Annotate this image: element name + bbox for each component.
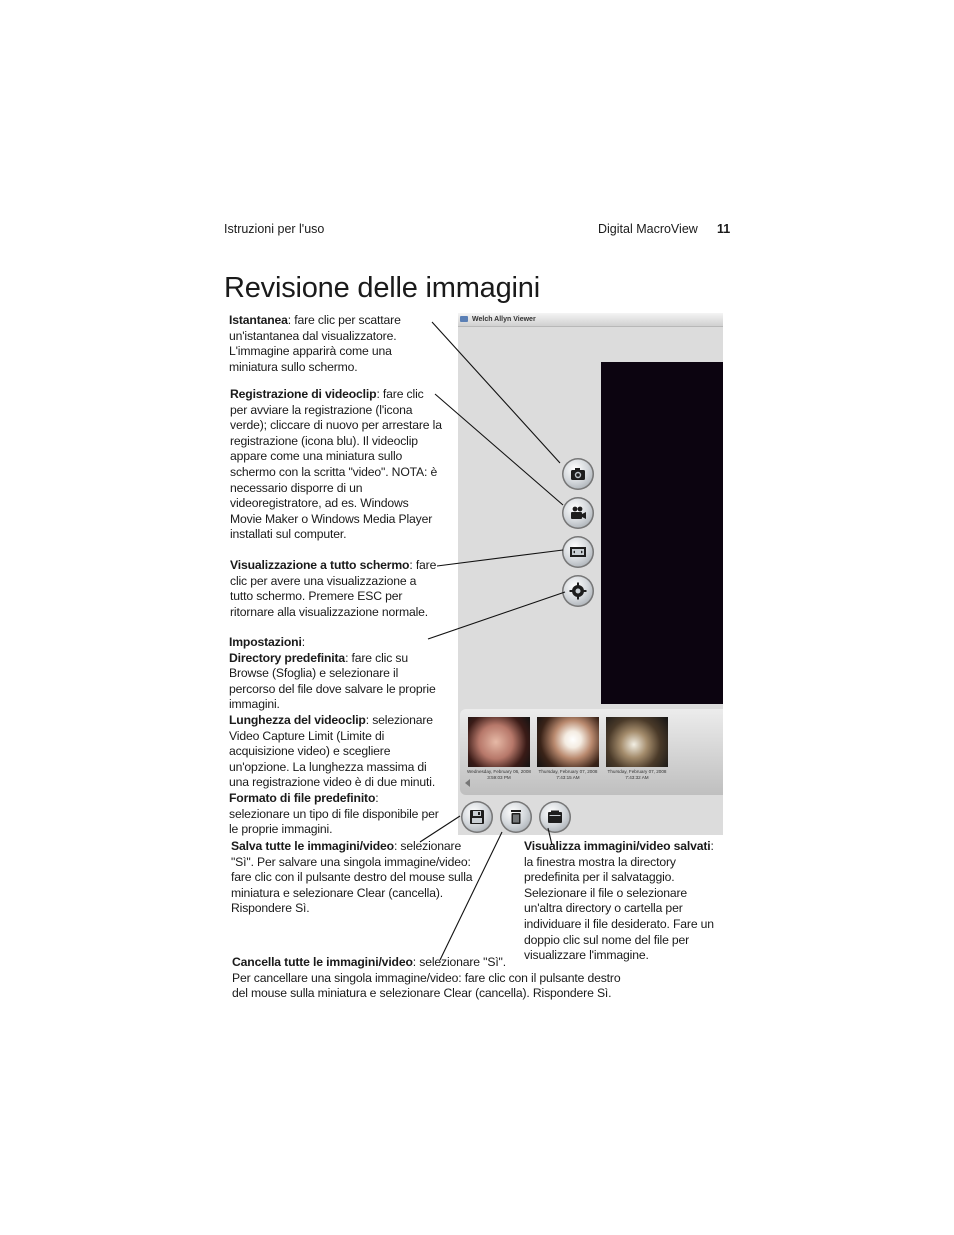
- view-saved-button[interactable]: [539, 801, 571, 833]
- thumbnail-2-date: Thursday, February 07, 2008: [538, 769, 598, 774]
- cancella-text: : selezionare "Sì".: [412, 955, 506, 969]
- visualizza-term: Visualizza immagini/video salvati: [524, 839, 711, 853]
- scroll-left-arrow-icon[interactable]: [465, 779, 470, 787]
- thumbnail-1-time: 3:59:03 PM: [487, 775, 511, 780]
- floppy-disk-icon: [467, 807, 487, 827]
- camera-icon: [568, 464, 588, 484]
- window-title-bar: [458, 313, 723, 327]
- impostazioni-note: [229, 635, 442, 838]
- registrazione-term: Registrazione di videoclip: [230, 387, 377, 401]
- cancella-term: Cancella tutte le immagini/video: [232, 955, 413, 969]
- directory-text: : fare clic su Browse (Sfoglia) e selezionare il percorso del file dove salvare le proprie immagini.: [229, 650, 436, 712]
- settings-button[interactable]: [562, 575, 594, 607]
- registrazione-text: : fare clic per avviare la registrazione (l'icona verde); cliccare di nuovo per arrestare la registrazione (icona blu). Il videoclip appare come una miniatura sullo schermo con la scritta "video". NOTA: è necessario disporre di un videoregistratore, ad es. Windows Movie Maker o Windows Media Player installati sul computer.: [230, 387, 442, 542]
- thumbnail-3-time: 7:43:32 AM: [625, 775, 649, 780]
- snapshot-button[interactable]: [562, 458, 594, 490]
- thumbnail-2-time: 7:43:15 AM: [556, 775, 580, 780]
- lunghezza-term: Lunghezza del videoclip: [229, 712, 366, 727]
- viewer-screenshot: [458, 313, 723, 835]
- directory-term: Directory predefinita: [229, 650, 346, 665]
- save-all-button[interactable]: [461, 801, 493, 833]
- thumbnail-1-caption: [463, 769, 535, 781]
- istantanea-text: : fare clic per scattare un'istantanea dal visualizzatore. L'immagine apparirà come una miniatura sullo schermo.: [229, 313, 401, 374]
- app-icon: [460, 316, 468, 322]
- tutto-schermo-text: : fare clic per avere una visualizzazione a tutto schermo. Premere ESC per ritornare alla visualizzazione normale.: [230, 558, 437, 619]
- lunghezza-text: : selezionare Video Capture Limit (Limite di acquisizione video) e scegliere un'opzione. La lunghezza massima di una registrazione video è di due minuti.: [229, 712, 436, 790]
- thumbnail-1[interactable]: [468, 717, 530, 767]
- video-camera-icon: [568, 503, 588, 523]
- gear-icon: [568, 581, 588, 601]
- visualizza-text: : la finestra mostra la directory predefinita per il salvataggio. Selezionare il file o selezionare un'altra directory o cartella per individuare il file desiderato. Fare un doppio clic sul nome del file per visualizzare l'immagine.: [524, 839, 714, 963]
- registrazione-note: [230, 387, 442, 543]
- impostazioni-term: Impostazioni: [229, 635, 302, 649]
- running-header-product: Digital MacroView: [598, 222, 698, 236]
- istantanea-note: [229, 313, 441, 375]
- visualizza-note: [524, 839, 724, 964]
- thumbnail-2-caption: [532, 769, 604, 781]
- thumbnail-1-date: Wednesday, February 06, 2008: [467, 769, 531, 774]
- fullscreen-button[interactable]: [562, 536, 594, 568]
- record-video-button[interactable]: [562, 497, 594, 529]
- delete-all-button[interactable]: [500, 801, 532, 833]
- video-display: [601, 362, 723, 704]
- thumbnail-3-caption: [601, 769, 673, 781]
- page-number: 11: [717, 222, 731, 236]
- tutto-schermo-note: [230, 558, 442, 620]
- cancella-line2: Per cancellare una singola immagine/video: fare clic con il pulsante destro del mouse sulla miniatura e selezionare Clear (cancella). Rispondere Sì.: [232, 970, 621, 1001]
- tutto-schermo-term: Visualizzazione a tutto schermo: [230, 558, 410, 572]
- salva-note: [231, 839, 487, 917]
- running-header-left: Istruzioni per l'uso: [224, 222, 325, 236]
- window-title: Welch Allyn Viewer: [472, 316, 536, 323]
- fullscreen-icon: [568, 542, 588, 562]
- istantanea-term: Istantanea: [229, 313, 288, 327]
- impostazioni-colon: :: [301, 635, 305, 649]
- formato-text: : selezionare un tipo di file disponibile per le proprie immagini.: [229, 790, 439, 837]
- salva-text: : selezionare "Sì". Per salvare una singola immagine/video: fare clic con il pulsante destro del mouse sulla miniatura e selezionare Clear (cancella). Rispondere Sì.: [231, 839, 473, 916]
- thumbnail-3-date: Thursday, February 07, 2008: [607, 769, 667, 774]
- thumbnail-2[interactable]: [537, 717, 599, 767]
- trash-icon: [506, 807, 526, 827]
- formato-term: Formato di file predefinito: [229, 790, 376, 805]
- thumbnail-strip: [460, 709, 723, 795]
- folder-icon: [545, 807, 565, 827]
- page-title: Revisione delle immagini: [224, 272, 540, 304]
- cancella-note: [232, 955, 622, 1002]
- thumbnail-3[interactable]: [606, 717, 668, 767]
- salva-term: Salva tutte le immagini/video: [231, 839, 394, 853]
